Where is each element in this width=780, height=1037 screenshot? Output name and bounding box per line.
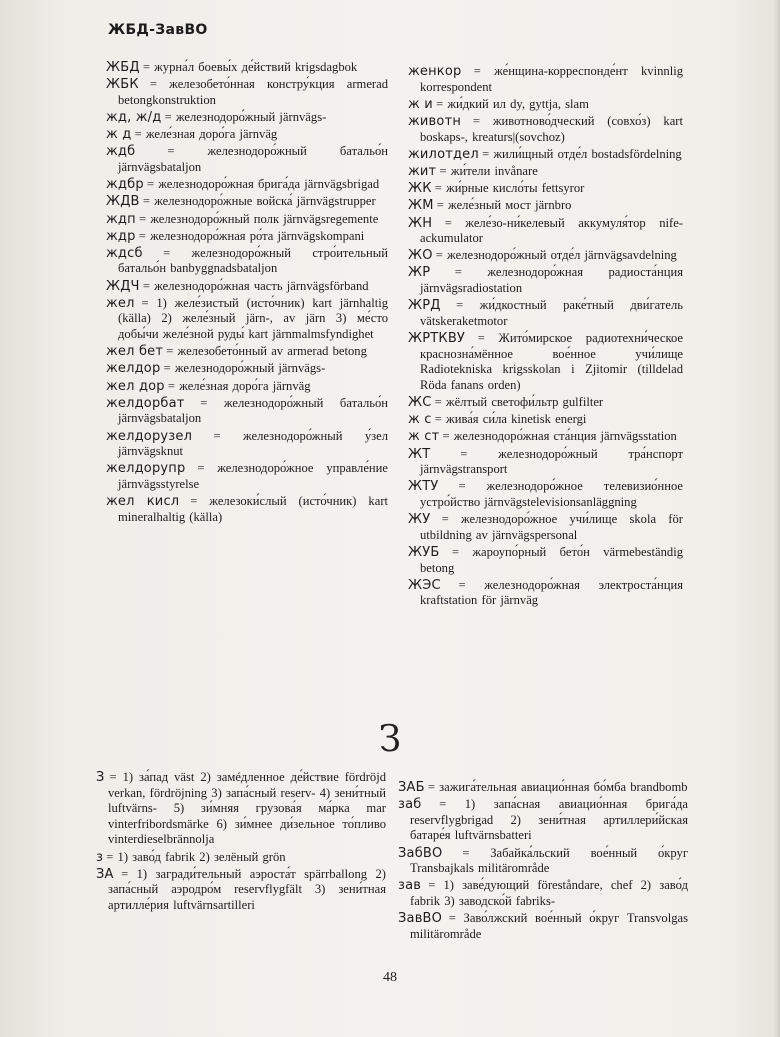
dictionary-entry — [106, 110, 388, 126]
entry-definition: = железоки́слый (исто́чник) kart mineralhaltig (källa) — [118, 494, 389, 524]
dictionary-entry — [408, 395, 683, 411]
entry-headword: ЖДВ — [106, 194, 140, 210]
dictionary-entry — [408, 265, 683, 296]
entry-definition: = железнодоро́жный стро́ительный батальо́н banbyggnadsbataljon — [118, 245, 388, 276]
dictionary-entry — [106, 212, 388, 228]
entry-headword: жилотдел — [408, 146, 479, 162]
dictionary-entry — [408, 114, 683, 145]
entry-headword: ЗавВО — [398, 911, 443, 927]
entry-headword: жел бет — [106, 344, 164, 360]
entry-headword: ж д — [106, 127, 132, 143]
dictionary-entry — [106, 229, 388, 245]
dictionary-entry — [106, 194, 388, 210]
dictionary-entry — [106, 344, 388, 360]
entry-headword: желдорузел — [106, 428, 193, 444]
entry-headword: ЖМ — [408, 198, 434, 214]
dictionary-entry — [398, 911, 688, 942]
entry-definition: = жива́я си́ла kinetisk energi — [434, 412, 587, 427]
dictionary-entry — [106, 177, 388, 193]
dictionary-entry — [106, 246, 388, 277]
dictionary-entry — [408, 545, 683, 576]
entry-definition: = железнодоро́жное телевизио́нное устро́йство järnvägstelevisionsanläggning — [420, 479, 683, 509]
entry-definition: = железнодоро́жная радиоста́нция järnvägsradiostation — [420, 265, 683, 296]
entry-definition: = зажига́тельная авиацио́нная бо́мба brandbomb — [427, 780, 688, 794]
entry-headword: ждр — [106, 228, 136, 244]
entry-headword: ж и — [408, 96, 433, 112]
entry-definition: = 1) заве́дующий föreståndare, chef 2) заво́д fabrik 3) заводско́й fabriks- — [410, 878, 688, 908]
entry-headword: жел кисл — [106, 494, 180, 510]
entry-headword: ЖТУ — [408, 479, 439, 495]
entry-headword: желдорупр — [106, 461, 186, 477]
entry-definition: = жи́дкий ил dy, gyttja, slam — [436, 96, 589, 111]
dictionary-entry — [408, 412, 683, 428]
entry-headword: ЖРТКВУ — [408, 331, 466, 347]
dictionary-entry — [106, 279, 388, 295]
entry-headword: ждп — [106, 211, 136, 227]
dictionary-entry — [96, 770, 386, 848]
entry-definition: = железнодоро́жный батальо́н järnvägsbataljon — [118, 144, 388, 174]
entry-headword: жел дор — [106, 378, 165, 394]
entry-headword: ЗабВО — [398, 845, 443, 861]
entry-definition: = 1) за́пад väst 2) замéдленное де́йствие fördröjd verkan, fördröjning 3) запа́сный reserv- 4) зени́тный luftvärns- 5) зи́мняя грузова́я ма́рка mar vinterfribordsmärke 6) зи́мнее ди́зельное то́пливо vinterdieselbrännolja — [108, 770, 387, 847]
dictionary-entry — [106, 396, 388, 427]
entry-definition: = железнодоро́жная ро́та järnvägskompani — [138, 228, 365, 243]
entry-headword: ждбр — [106, 177, 144, 193]
entry-definition: = желе́зо-ни́келевый аккумуля́тор nife-ackumulator — [420, 215, 683, 246]
dictionary-entry — [408, 216, 683, 247]
entry-headword: ЖТ — [408, 446, 431, 462]
entry-headword: жд, ж/д — [106, 109, 162, 125]
dictionary-entry — [106, 77, 388, 108]
dictionary-entry — [408, 64, 683, 95]
entry-definition: = жи́тели invånare — [439, 163, 538, 178]
dictionary-entry — [408, 97, 683, 113]
entry-headword: ЖБК — [106, 77, 139, 93]
entry-headword: ЖУ — [408, 512, 431, 528]
entry-definition: = железнодоро́жная часть järnvägsförband — [142, 278, 369, 293]
entry-definition: = 1) загради́тельный аэроста́т spärrballong 2) запа́сный аэродро́м reservflygfält 3) зени́тная артилле́рия luftvärnsartilleri — [108, 866, 386, 912]
entry-headword: ЖО — [408, 248, 433, 264]
entry-definition: = железнодоро́жная электроста́нция kraftstation för järnväg — [420, 577, 683, 608]
entry-headword: заб — [398, 797, 422, 813]
dictionary-entry — [398, 878, 688, 909]
dictionary-entry — [408, 447, 683, 478]
entry-definition: = желе́зный мост järnbro — [436, 198, 572, 213]
entry-definition: = железнодоро́жный тра́нспорт järnvägstransport — [420, 446, 683, 477]
entry-definition: = железнодоро́жный у́зел järnvägsknut — [118, 428, 388, 459]
entry-headword: желдорбат — [106, 395, 185, 411]
entry-definition: = 1) желе́зистый (исто́чник) kart järnhaltig (källa) 2) желе́зный järn-, av järn 3) ме́сто добы́чи желе́зной руды́ kart järnmalmsfyndighet — [118, 295, 388, 342]
entry-headword: жел — [106, 295, 135, 311]
entry-headword: ЖН — [408, 215, 433, 231]
entry-definition: = железнодоро́жный järnvägs- — [163, 361, 326, 376]
entry-headword: зав — [398, 878, 422, 894]
dictionary-entry — [398, 797, 688, 844]
dictionary-entry — [106, 461, 388, 492]
entry-definition: = железнодоро́жная ста́нция järnvägsstation — [442, 429, 677, 444]
dictionary-entry — [408, 479, 683, 510]
entry-definition: = железнодоро́жные войска́ järnvägstrupper — [142, 194, 376, 209]
entry-definition: = же́нщина-корреспонде́нт kvinnlig korrespondent — [420, 64, 683, 94]
entry-definition: = железнодоро́жный полк järnvägsregemente — [138, 211, 379, 226]
entry-definition: = железобето́нный av armerad betong — [166, 344, 367, 359]
dictionary-entry — [106, 127, 388, 143]
entry-headword: ЖР — [408, 265, 431, 281]
dictionary-entry — [106, 296, 388, 343]
section-letter: З — [378, 719, 402, 760]
dictionary-entry — [96, 850, 386, 866]
entry-definition: = 1) заво́д fabrik 2) зелёный grön — [106, 849, 286, 864]
entry-headword: ЖРД — [408, 298, 441, 314]
entry-definition: = желе́зная доро́га järnväg — [167, 378, 311, 393]
dictionary-entry — [106, 361, 388, 377]
entry-definition: = жароупо́рный бето́н värmebeständig betong — [420, 544, 683, 575]
entry-headword: З — [96, 770, 105, 785]
dictionary-entry — [408, 512, 683, 543]
entry-definition: = железнодоро́жное учи́лище skola för utbildning av järnvägspersonal — [420, 512, 683, 542]
dictionary-entry — [398, 846, 688, 877]
dictionary-entry — [408, 578, 683, 609]
entry-definition: = Жито́мирское радиотехни́ческое краснозна́мённое вое́нное учи́лище Radiotekniska krigsskolan i Zjitomir (tilldelad Röda fanans orden) — [420, 331, 683, 392]
entry-headword: ЗА — [96, 866, 114, 882]
entry-headword: з — [96, 849, 104, 865]
dictionary-entry — [408, 198, 683, 214]
dictionary-entry — [106, 379, 388, 395]
right-column-bottom — [398, 780, 688, 944]
entry-headword: ЖК — [408, 181, 432, 197]
dictionary-entry — [408, 298, 683, 329]
dictionary-entry — [398, 780, 688, 796]
entry-definition: = железнодоро́жное управле́ние järnvägsstyrelse — [118, 461, 388, 491]
entry-definition: = железнодоро́жный батальо́н järnvägsbataljon — [118, 395, 389, 426]
dictionary-entry — [106, 429, 388, 460]
entry-headword: ЖБД — [106, 60, 140, 75]
entry-headword: ЖУБ — [408, 544, 440, 560]
entry-definition: = 1) запа́сная авиацио́нная брига́да reservflygbrigad 2) зени́тная артиллери́йская батаре́я luftvärnsbatteri — [410, 797, 689, 843]
right-column-top — [408, 64, 683, 610]
entry-definition: = желе́зная доро́га järnväg — [134, 127, 278, 142]
dictionary-entry — [106, 144, 388, 175]
entry-headword: женкор — [408, 64, 462, 79]
dictionary-entry — [408, 181, 683, 197]
dictionary-entry — [96, 867, 386, 914]
entry-definition: = железнодоро́жный отде́л järnvägsavdelning — [435, 248, 677, 263]
entry-definition: = жёлтый светофи́льтр gulfilter — [434, 395, 604, 409]
dictionary-entry — [408, 164, 683, 180]
entry-definition: = железнодоро́жная брига́да järnvägsbrigad — [146, 177, 380, 192]
entry-headword: ЖС — [408, 395, 432, 410]
page-edge-shadow — [774, 0, 780, 1037]
entry-headword: ж с — [408, 412, 432, 428]
entry-headword: ЖДЧ — [106, 278, 140, 294]
dictionary-entry — [106, 60, 388, 76]
entry-definition: = Забайка́льский вое́нный о́круг Transbajkals militärområde — [410, 845, 688, 876]
dictionary-entry — [408, 331, 683, 393]
entry-headword: ж ст — [408, 429, 440, 445]
entry-headword: ждсб — [106, 245, 143, 261]
entry-definition: = жи́дкостный раке́тный дви́гатель vätskeraketmotor — [420, 298, 683, 328]
entry-definition: = животново́дческий (совхо́з) kart boskaps-, kreaturs|(sovchoz) — [420, 113, 683, 144]
entry-headword: животн — [408, 113, 462, 129]
dictionary-entry — [106, 494, 388, 525]
entry-headword: ЖЭС — [408, 577, 441, 593]
entry-headword: жит — [408, 163, 437, 179]
entry-headword: желдор — [106, 361, 161, 377]
dictionary-entry — [408, 248, 683, 264]
entry-definition: = жи́рные кисло́ты fettsyror — [434, 181, 585, 196]
page-number: 48 — [383, 970, 397, 985]
dictionary-entry — [408, 147, 683, 163]
left-column-bottom — [96, 770, 386, 915]
entry-headword: ЗАБ — [398, 780, 425, 795]
left-column-top — [106, 60, 388, 527]
entry-headword: ждб — [106, 144, 136, 160]
entry-definition: = железнодоро́жный järnvägs- — [164, 109, 327, 124]
running-head: ЖБД-ЗавВО — [108, 22, 208, 38]
entry-definition: = Заво́лжский вое́нный о́круг Transvolgas militärområde — [410, 911, 689, 941]
entry-definition: = жили́щный отде́л bostadsfördelning — [482, 146, 682, 161]
entry-definition: = железобето́нная констру́кция armerad betongkonstruktion — [118, 77, 388, 107]
entry-definition: = журна́л боевы́х де́йствий krigsdagbok — [142, 60, 358, 74]
dictionary-entry — [408, 429, 683, 445]
